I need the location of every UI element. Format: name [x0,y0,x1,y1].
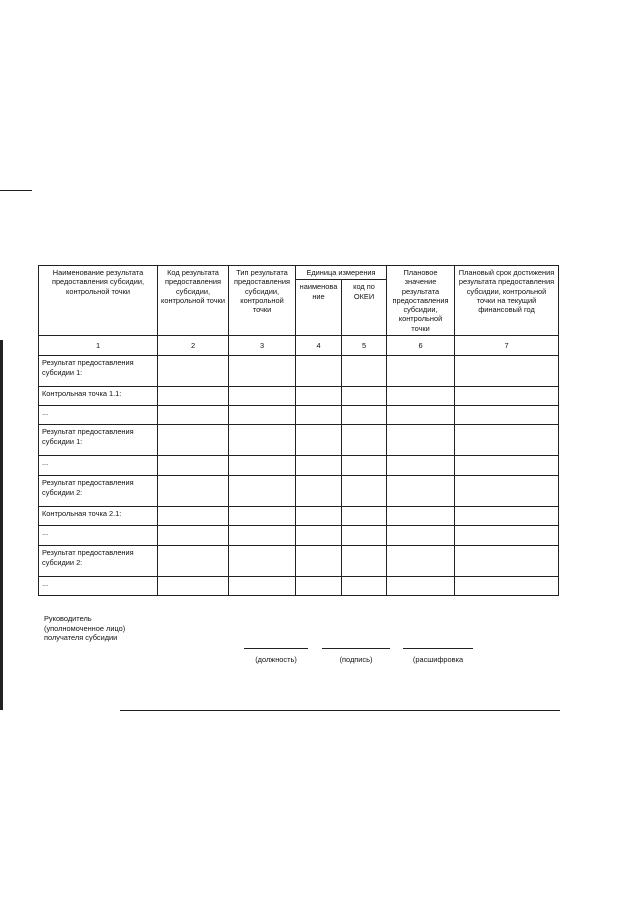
signature-line [322,648,390,649]
row-label: Результат предоставления субсидии 2: [39,476,158,507]
row-label: Контрольная точка 2.1: [39,507,158,526]
signatory-title: Руководитель [44,614,92,623]
header-planned-deadline: Плановый срок достижения результата предоставления субсидии, контрольной точки на текущий финансовый год [455,266,559,336]
left-border-line [0,340,3,710]
table-row [39,356,559,387]
position-caption: (должность) [255,655,297,664]
table-row [39,546,559,577]
column-number: 1 [39,336,158,356]
table-row [39,406,559,425]
table-row [39,387,559,406]
header-unit-okei: код по ОКЕИ [342,280,387,336]
results-table [38,265,559,596]
top-left-scan-line [0,190,32,191]
decoding-line [403,648,473,649]
table-row [39,577,559,596]
column-number: 3 [229,336,296,356]
table-row [39,526,559,546]
signature-caption: (подпись) [339,655,373,664]
header-row [39,266,559,280]
row-label: ... [39,577,158,596]
header-result-name: Наименование результата предоставления субсидии, контрольной точки [39,266,158,336]
bottom-scan-line [120,710,560,711]
column-number: 6 [387,336,455,356]
header-result-code: Код результата предоставления субсидии, контрольной точки [158,266,229,336]
signatory-authorized: (уполномоченное лицо) [44,623,126,633]
row-label: Результат предоставления субсидии 2: [39,546,158,577]
position-line [244,648,308,649]
row-label: Результат предоставления субсидии 1: [39,356,158,387]
column-number: 4 [296,336,342,356]
signatory-recipient: получателя субсидии [44,633,118,643]
signatory-block [44,614,125,643]
row-label: ... [39,456,158,476]
column-number: 7 [455,336,559,356]
column-number-row [39,336,559,356]
row-label: Результат предоставления субсидии 1: [39,425,158,456]
row-label: Контрольная точка 1.1: [39,387,158,406]
row-label: ... [39,526,158,546]
results-table-container [38,265,558,596]
column-number: 5 [342,336,387,356]
decoding-caption: (расшифровка [412,655,464,664]
table-row [39,476,559,507]
table-row [39,456,559,476]
table-row [39,507,559,526]
header-planned-value: Плановое значение результата предоставления субсидии, контрольной точки [387,266,455,336]
header-unit-name: наименова ние [296,280,342,336]
column-number: 2 [158,336,229,356]
row-label: ... [39,406,158,425]
header-result-type: Тип результата предоставления субсидии, контрольной точки [229,266,296,336]
header-unit-group: Единица измерения [296,266,387,280]
table-row [39,425,559,456]
